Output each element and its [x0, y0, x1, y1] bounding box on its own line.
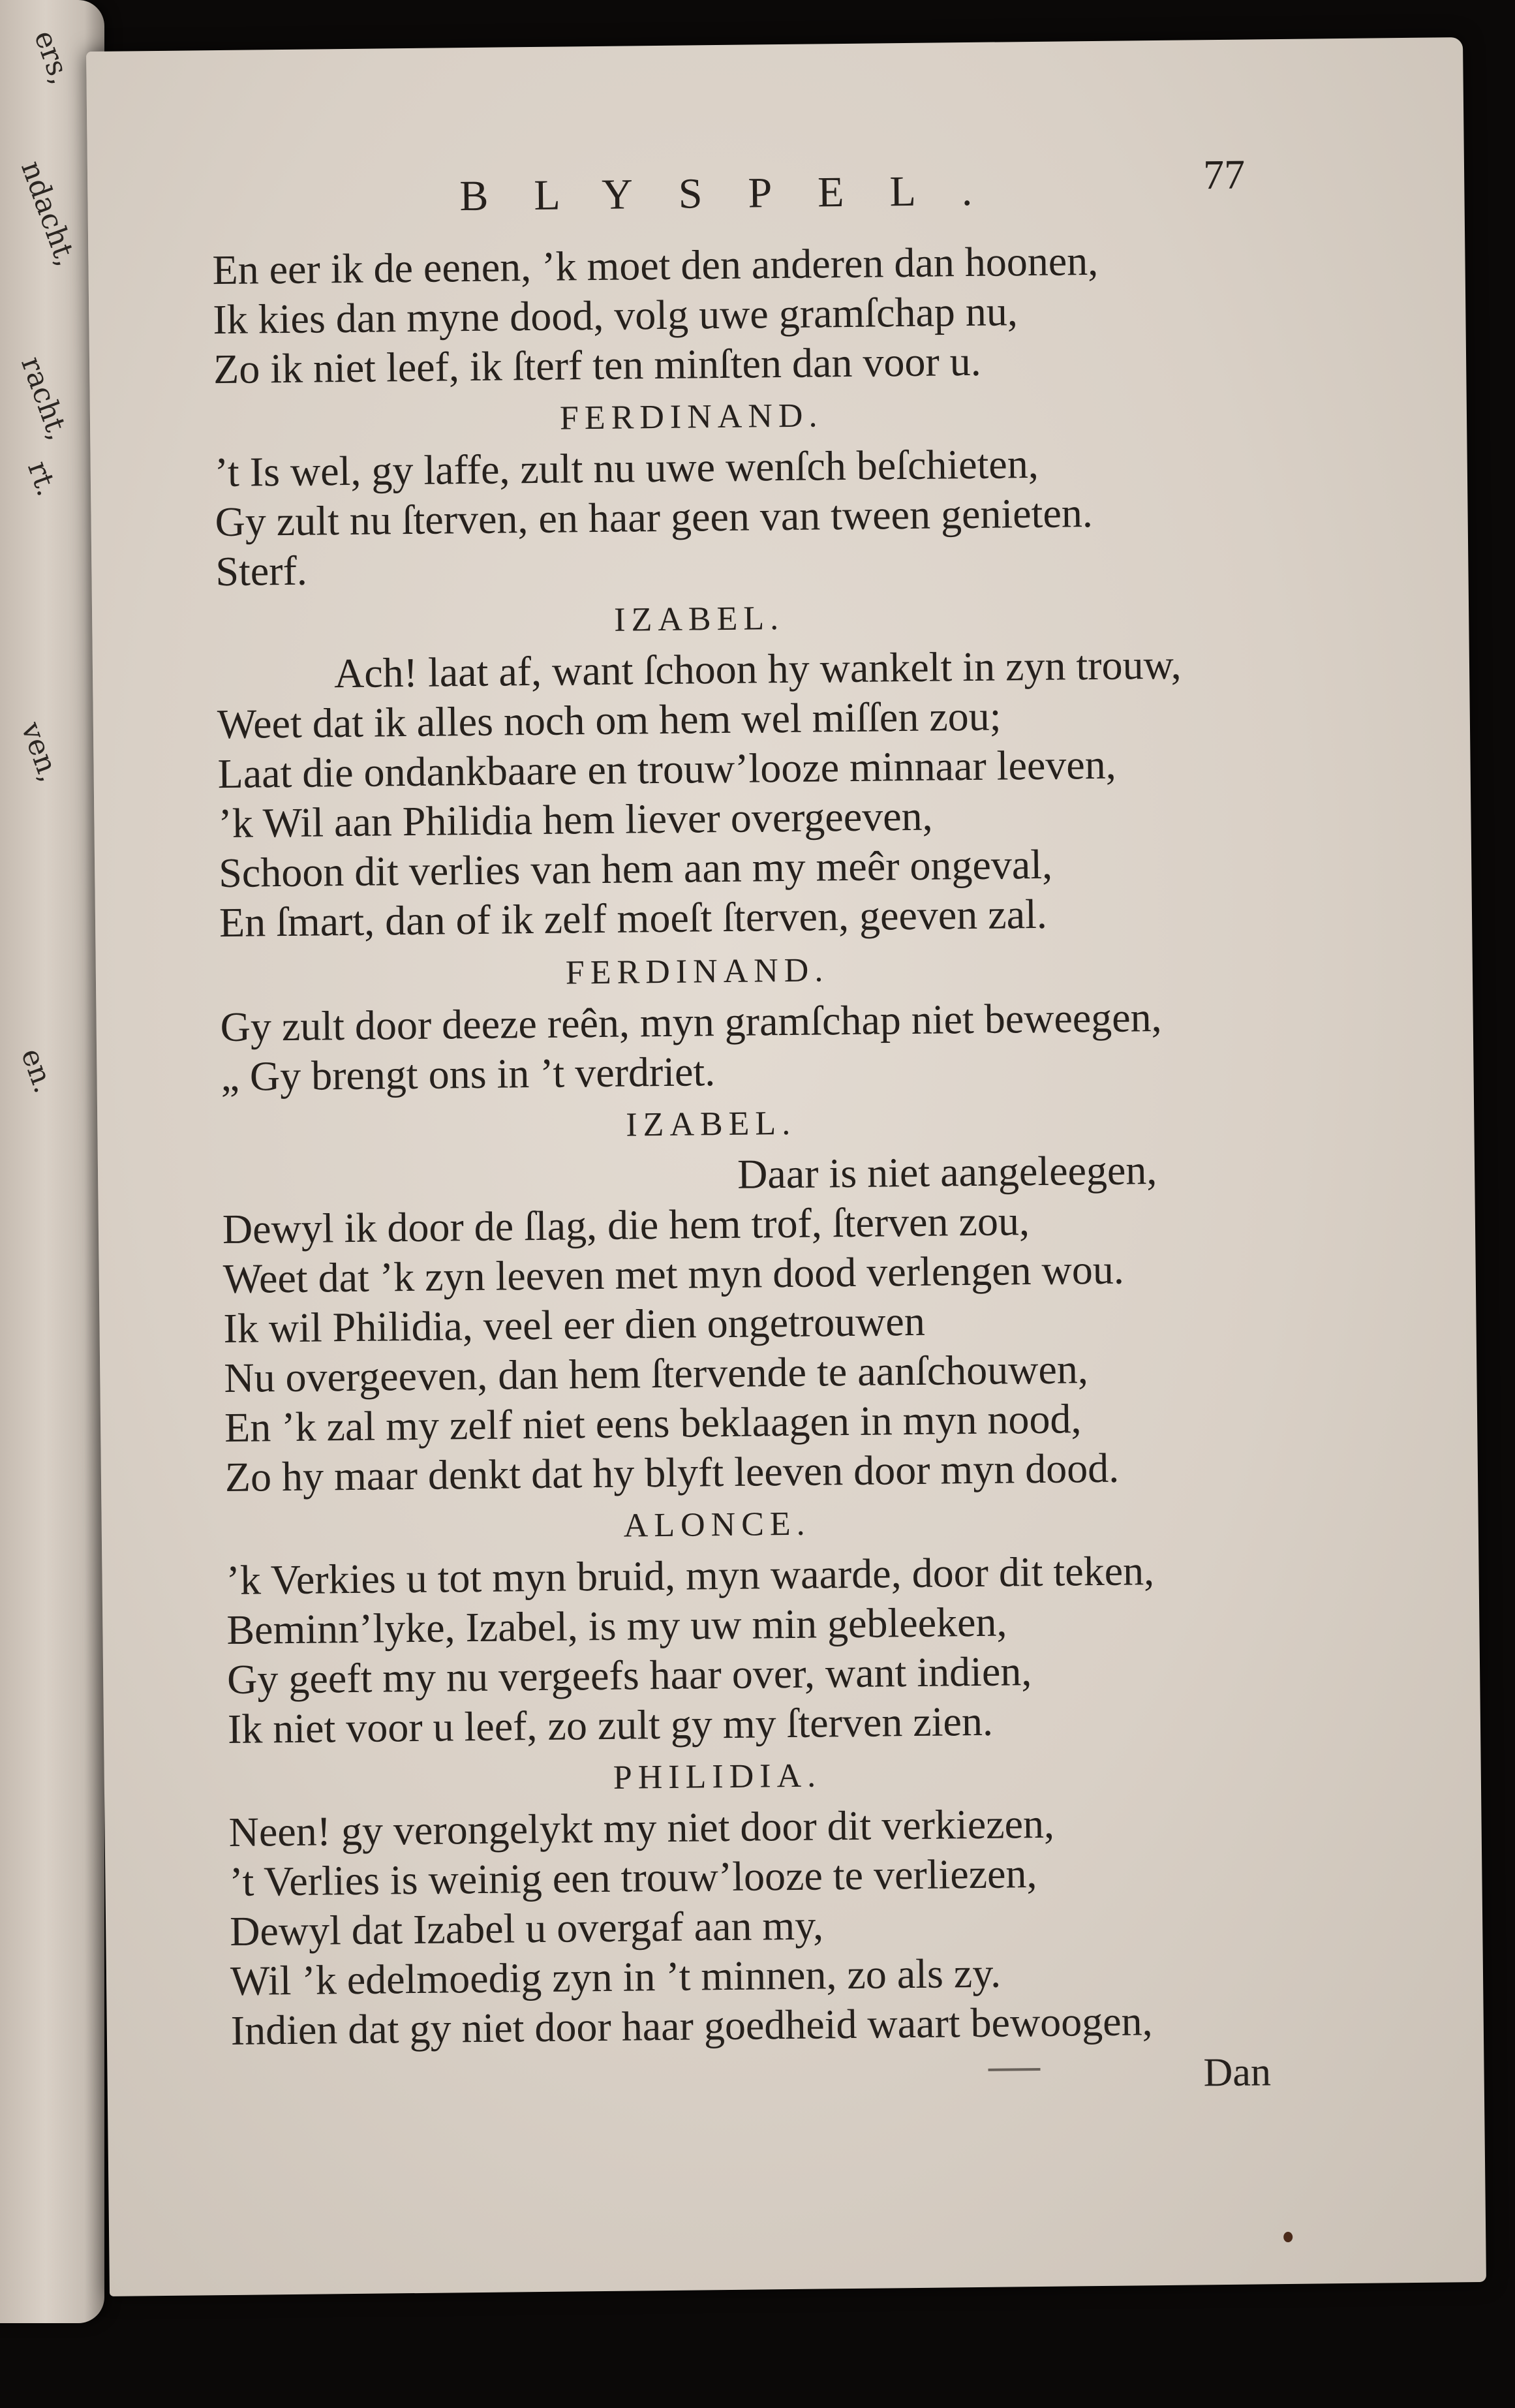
verse-line: Gy zult door deeze reên, myn gramſchap niet beweegen,: [220, 993, 1162, 1051]
catchword: Dan: [1203, 2050, 1272, 2095]
running-head: BLYSPEL.: [459, 166, 1018, 221]
prev-page-fragment: rt.: [21, 457, 65, 501]
prev-page-fragment: ven,: [14, 718, 67, 787]
verse-line: Weet dat ’k zyn leeven met myn dood verlengen wou.: [222, 1246, 1125, 1303]
verse-line: En ſmart, dan of ik zelf moeſt ſterven, geeven zal.: [219, 890, 1048, 946]
verse-line: Schoon dit verlies van hem aan my meêr ongeval,: [218, 841, 1053, 897]
prev-page-fragment: en.: [14, 1044, 61, 1098]
speaker-name: FERDINAND.: [559, 397, 823, 437]
verse-line: Ik wil Philidia, veel eer dien ongetrouwen: [223, 1297, 926, 1352]
verse-line: Indien dat gy niet door haar goedheid waart bewoogen,: [230, 1998, 1153, 2054]
verse-line: Gy geeft my nu vergeefs haar over, want indien,: [226, 1648, 1032, 1703]
verse-line: Ach! laat af, want ſchoon hy wankelt in zyn trouw,: [333, 641, 1182, 697]
verse-line: Ik kies dan myne dood, volg uwe gramſchap nu,: [212, 288, 1018, 343]
verse-line: Gy zult nu ſterven, en haar geen van tween genieten.: [215, 489, 1094, 546]
verse-line: ’t Is wel, gy laffe, zult nu uwe wenſch beſchieten,: [214, 440, 1039, 496]
prev-page-fragment: ers,: [27, 26, 78, 89]
verse-line: ’k Verkies u tot myn bruid, myn waarde, door dit teken,: [226, 1547, 1155, 1604]
verse-line: Laat die ondankbaare en trouw’looze minnaar leeven,: [217, 741, 1117, 797]
verse-line: Sterf.: [215, 547, 308, 595]
verse-line: ’t Verlies is weinig een trouw’looze te verliezen,: [229, 1850, 1037, 1905]
verse-line: Nu overgeeven, dan hem ſtervende te aanſchouwen,: [223, 1346, 1089, 1402]
verse-line: Dewyl ik door de ſlag, die hem trof, ſterven zou,: [222, 1197, 1030, 1253]
verse-line: Wil ’k edelmoedig zyn in ’t minnen, zo als zy.: [230, 1949, 1002, 2004]
verse-line: „ Gy brengt ons in ’t verdriet.: [221, 1048, 716, 1100]
verse-line: En eer ik de eenen, ’k moet den anderen dan hoonen,: [212, 237, 1099, 294]
speaker-name: ALONCE.: [623, 1505, 811, 1545]
speaker-name: IZABEL.: [626, 1104, 797, 1144]
rule-mark: [988, 2068, 1040, 2071]
speaker-name: PHILIDIA.: [613, 1757, 822, 1797]
verse-line: Zo hy maar denkt dat hy blyft leeven door myn dood.: [224, 1444, 1120, 1501]
verse-line: Beminn’lyke, Izabel, is my uw min gebleeken,: [226, 1598, 1007, 1654]
verse-line: Zo ik niet leef, ik ſterf ten minſten dan voor u.: [213, 337, 982, 393]
verse-line: Weet dat ik alles noch om hem wel miſſen zou;: [217, 692, 1002, 748]
verse-line: Neen! gy verongelykt my niet door dit verkiezen,: [228, 1800, 1055, 1856]
book-page: [86, 37, 1486, 2296]
verse-line: ’k Wil aan Philidia hem liever overgeeven,: [218, 792, 933, 847]
verse-line: Dewyl dat Izabel u overgaf aan my,: [229, 1902, 824, 1954]
prev-page-fragment: racht,: [14, 352, 76, 445]
page-number: 77: [1202, 151, 1246, 198]
speaker-name: IZABEL.: [613, 599, 785, 639]
prev-page-fragment: ndacht,: [14, 157, 84, 271]
verse-line: En ’k zal my zelf niet eens beklaagen in myn nood,: [224, 1395, 1082, 1451]
verse-line: Ik niet voor u leef, zo zult gy my ſterven zien.: [227, 1697, 994, 1753]
ink-spot: [1283, 2232, 1293, 2242]
speaker-name: FERDINAND.: [565, 951, 829, 992]
verse-line: Daar is niet aangeleegen,: [737, 1147, 1157, 1197]
